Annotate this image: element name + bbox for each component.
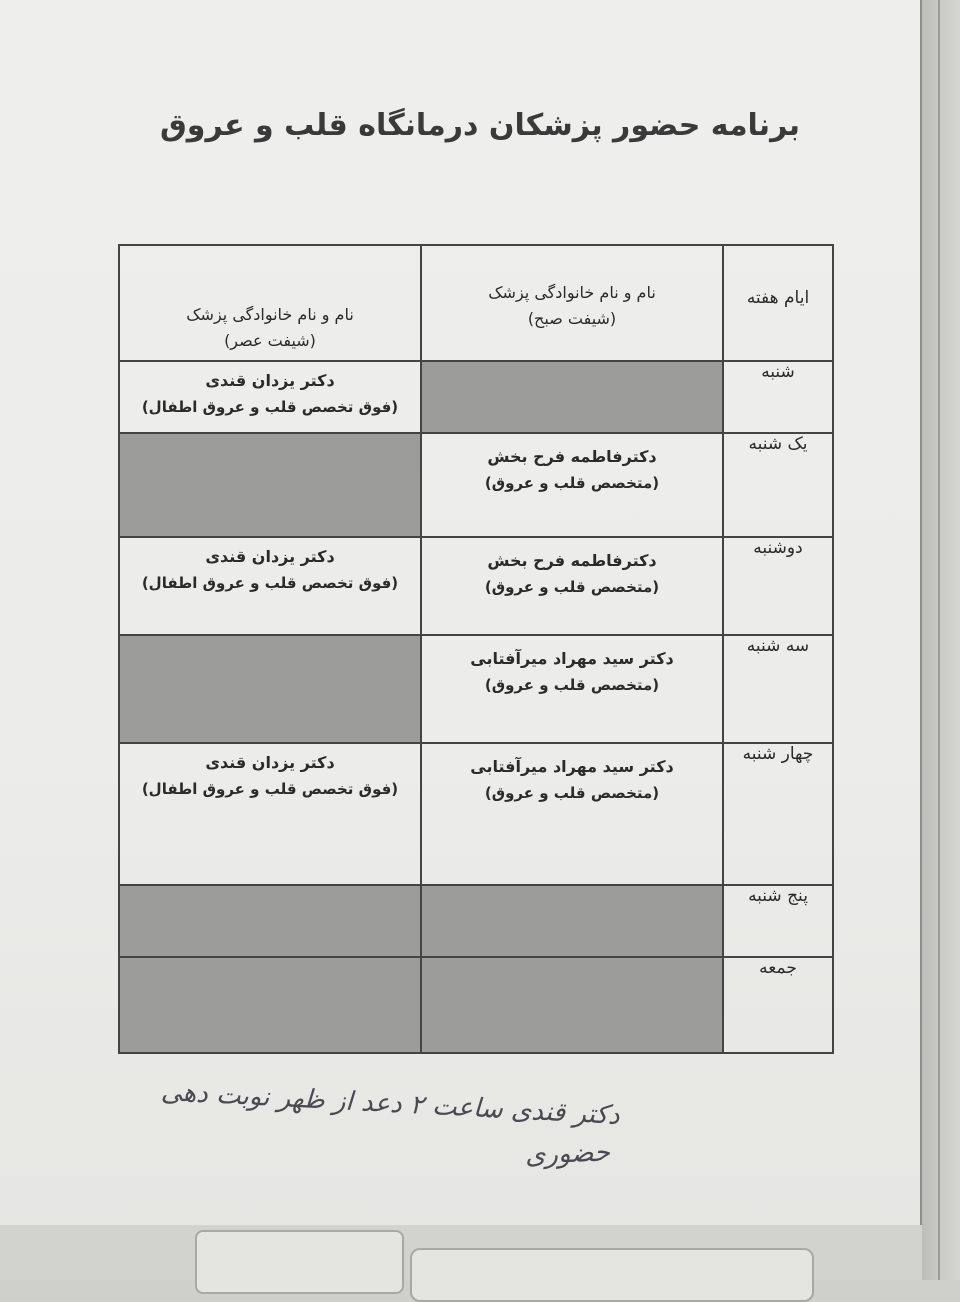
doctor-specialty: (فوق تخصص قلب و عروق اطفال) (141, 398, 399, 416)
day-label: جمعه (759, 958, 797, 978)
doctor-specialty: (فوق تخصص قلب و عروق اطفال) (141, 574, 399, 592)
doctor-specialty: (متخصص قلب و عروق) (484, 784, 660, 802)
day-cell (723, 743, 833, 885)
schedule-row (119, 537, 833, 635)
adjacent-paper (922, 0, 960, 1280)
evening-shift-cell (119, 433, 421, 537)
doctor-name: دکترفاطمه فرح بخش (487, 551, 657, 570)
schedule-table (118, 244, 834, 1054)
table-header-row (119, 245, 833, 361)
morning-shift-cell (421, 635, 723, 743)
morning-shift-cell (421, 361, 723, 433)
schedule-row (119, 743, 833, 885)
morning-shift-cell (421, 957, 723, 1053)
morning-shift-cell (421, 743, 723, 885)
day-label: دوشنبه (753, 538, 803, 558)
schedule-row (119, 957, 833, 1053)
morning-shift-cell (421, 433, 723, 537)
handwritten-note-line2: حضوری (524, 1137, 611, 1171)
evening-shift-cell (119, 743, 421, 885)
day-label: پنج شنبه (748, 886, 808, 906)
evening-shift-cell (119, 885, 421, 957)
day-cell (723, 957, 833, 1053)
evening-shift-cell (119, 361, 421, 433)
doctor-specialty: (متخصص قلب و عروق) (484, 578, 660, 596)
bottom-card (195, 1230, 404, 1294)
doctor-name: دکتر یزدان قندی (205, 753, 335, 772)
day-cell (723, 635, 833, 743)
doctor-name: دکترفاطمه فرح بخش (487, 447, 657, 466)
evening-shift-cell (119, 957, 421, 1053)
doctor-specialty: (متخصص قلب و عروق) (484, 474, 660, 492)
doctor-name: دکتر سید مهراد میرآفتابی (470, 649, 674, 668)
doctor-name: دکتر یزدان قندی (205, 371, 335, 390)
schedule-row (119, 433, 833, 537)
handwritten-note: دکتر قندی ساعت ۲ دعد از ظهر نوبت دهی (160, 1076, 621, 1131)
doctor-specialty: (فوق تخصص قلب و عروق اطفال) (141, 780, 399, 798)
doctor-name: دکتر سید مهراد میرآفتابی (470, 757, 674, 776)
day-label: یک شنبه (748, 434, 808, 454)
evening-shift-cell (119, 635, 421, 743)
header-morning: نام و نام خانوادگی پزشک (شیفت صبح) (421, 245, 723, 361)
page-title: برنامه حضور پزشکان درمانگاه قلب و عروق (159, 108, 800, 143)
header-days: ایام هفته (723, 245, 833, 361)
doctor-specialty: (متخصص قلب و عروق) (484, 676, 660, 694)
morning-shift-cell (421, 537, 723, 635)
day-cell (723, 433, 833, 537)
day-label: شنبه (761, 362, 795, 382)
day-cell (723, 361, 833, 433)
schedule-row (119, 361, 833, 433)
day-label: چهار شنبه (742, 744, 814, 764)
evening-shift-cell (119, 537, 421, 635)
schedule-row (119, 635, 833, 743)
schedule-row (119, 885, 833, 957)
day-label: سه شنبه (746, 636, 810, 656)
bottom-card (410, 1248, 814, 1302)
day-cell (723, 537, 833, 635)
doctor-name: دکتر یزدان قندی (205, 547, 335, 566)
header-evening: نام و نام خانوادگی پزشک (شیفت عصر) (119, 245, 421, 361)
day-cell (723, 885, 833, 957)
morning-shift-cell (421, 885, 723, 957)
